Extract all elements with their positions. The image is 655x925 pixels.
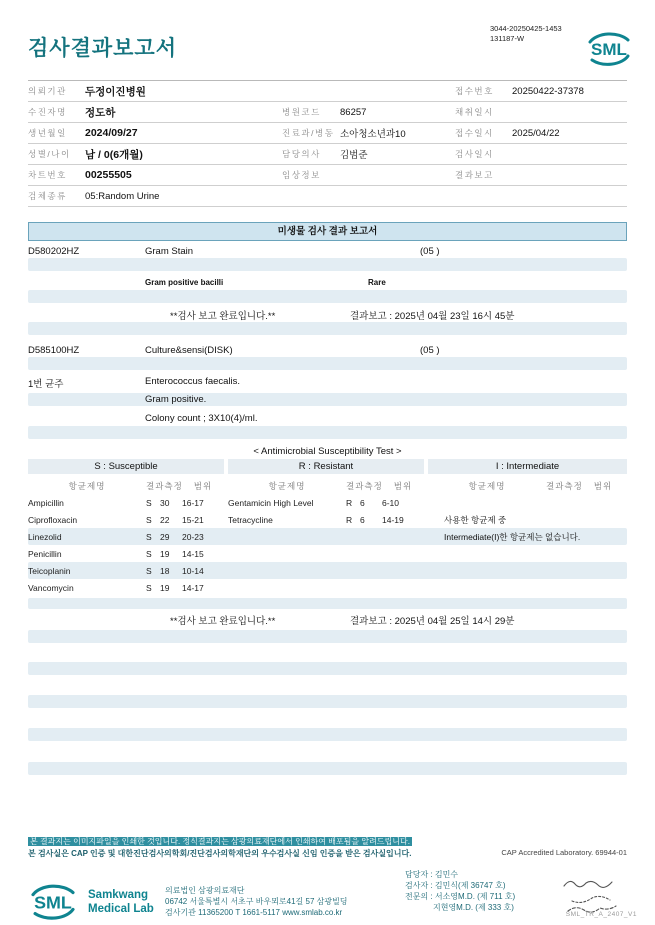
ast-row [28,562,627,579]
field-label: 수진자명 [28,107,67,117]
ast-cell-group [28,532,224,542]
field-label: 검사일시 [455,149,494,159]
stripe-row [28,630,627,643]
stripe-row [28,322,627,335]
patient-row-name [28,102,627,123]
result-flag: S [146,548,152,559]
gram-result: Gram positive. [145,394,207,405]
disclaimer-line1 [28,837,412,847]
ast-header-group [228,480,424,492]
result-name: Gram positive bacilli [145,278,224,287]
signature-examiner-icon [562,876,620,890]
stripe-row [28,290,627,303]
range-value: 14-15 [182,548,204,559]
report-datetime: 결과보고 : 2025년 04월 23일 16시 45분 [350,311,515,322]
drug-name: Ciprofloxacin [28,514,78,525]
brand-name [88,889,154,917]
staff-block [405,869,515,913]
result-flag: R [346,514,353,525]
micro-section-title: 미생물 검사 결과 보고서 [28,222,627,241]
test2-complete-row [28,613,627,626]
colony-count: Colony count ; 3X10(4)/ml. [145,413,258,424]
ast-legend [28,459,627,474]
patient-row-institution [28,81,627,102]
drug-name: Vancomycin [28,582,74,593]
ast-row [28,545,627,562]
col-header-result: 결과측정 [146,480,183,491]
test-name: Culture&sensi(DISK) [145,345,233,356]
field-label: 성별/나이 [28,149,71,159]
field-label: 결과보고 [455,170,494,180]
range-value: 6-10 [382,497,400,508]
stripe-row [28,728,627,741]
staff-manager: 담당자 : 김민수 [405,870,459,879]
field-value: 2024/09/27 [85,127,138,139]
disclaimer-line2: 본 검사실은 CAP 인증 및 대한진단검사의학회/진단검사의학재단의 우수검사실 신임 인증을 받은 검사실입니다. [28,849,412,858]
patient-row-birthdate [28,123,627,144]
field-label: 생년월일 [28,128,67,138]
result-flag: S [146,582,152,593]
field-label: 차트번호 [28,170,67,180]
stripe-row [28,258,627,271]
measured-value: 6 [360,514,365,525]
ast-note: Intermediate(I)한 항균제는 없습니다. [444,531,581,542]
sml-logo-footer-text: SML [34,892,72,913]
range-value: 20-23 [182,531,204,542]
legend-intermediate: I : Intermediate [428,459,627,474]
stripe-row [28,762,627,775]
field-label: 검체종류 [28,191,67,201]
field-value: 20250422-37378 [512,85,584,97]
brand-line2: Medical Lab [88,902,154,915]
specimen-code: (05 ) [420,345,440,356]
field-value: 86257 [340,106,367,118]
range-value: 14-19 [382,514,404,525]
staff-specialist2: 지현영M.D. (제 333 호) [433,903,514,912]
strain-label: 1번 균주 [28,379,64,390]
range-value: 10-14 [182,565,204,576]
field-value: 00255505 [85,169,132,181]
ast-cell-group [28,515,224,525]
ast-cell-group [28,566,224,576]
result-flag: R [346,497,353,508]
ast-header-group [428,480,627,492]
field-label: 접수번호 [455,86,494,96]
field-label: 채취일시 [455,107,494,117]
drug-name: Ampicillin [28,497,64,508]
test-code: D580202HZ [28,246,80,257]
legend-susceptible: S : Susceptible [28,459,224,474]
patient-row-chart-no [28,165,627,186]
result-flag: S [146,514,152,525]
col-header-range: 범위 [193,480,213,491]
field-label: 임상정보 [282,170,321,180]
strain-row [28,376,627,389]
ast-row [28,511,627,528]
field-value: 정도하 [85,106,116,119]
test-name: Gram Stain [145,246,194,257]
field-value: 남 / 0(6개월) [85,148,143,161]
stripe-row [28,426,627,439]
ast-cell-group [228,498,424,508]
drug-name: Teicoplanin [28,565,71,576]
stripe-row [28,695,627,708]
complete-message: **검사 보고 완료입니다.** [170,311,276,322]
field-label: 진료과/병동 [282,128,335,138]
stripe-row [28,662,627,675]
staff-specialist1: 전문의 : 서소영M.D. (제 711 호) [405,892,516,901]
lab-contact: 검사기관 11365200 T 1661-5117 www.smlab.co.kr [165,908,343,917]
ast-row [28,494,627,511]
document-number-line1: 3044-20250425-1453 [490,24,562,33]
drug-name: Tetracycline [228,514,273,525]
patient-row-sex-age [28,144,627,165]
disclaimer-highlight: 본 결과지는 이미지파일을 인쇄한 것입니다. 정식결과지는 삼광의료재단에서 인쇄하여 배포됨을 알려드립니다. [30,837,410,846]
sml-logo-text: SML [591,40,627,59]
sml-logo-icon [584,30,634,68]
drug-name: Gentamicin High Level [228,497,314,508]
drug-name: Linezolid [28,531,62,542]
field-value: 두정이진병원 [85,85,146,98]
ast-note: 사용한 항균제 중 [444,514,507,525]
result-flag: S [146,565,152,576]
ast-cell-group [28,583,224,593]
measured-value: 30 [160,497,170,508]
ast-column-headers [28,477,627,494]
organism-name: Enterococcus faecalis. [145,376,241,387]
form-code: SML_TR_A_2407_V1 [565,911,637,918]
gram-result-row [28,394,627,407]
specimen-code: (05 ) [420,246,440,257]
lab-org-name: 의료법인 삼광의료재단 [165,886,245,895]
field-label: 담당의사 [282,149,321,159]
range-value: 14-17 [182,582,204,593]
col-header-drug: 항균제명 [268,480,306,491]
col-header-drug: 항균제명 [68,480,106,491]
lab-address: 06742 서울특별시 서초구 바우뫼로41길 57 삼광빌딩 [165,897,348,906]
ast-header-group [28,480,224,492]
colony-count-row [28,413,627,426]
ast-cell-group [28,498,224,508]
col-header-result: 결과측정 [346,480,383,491]
field-value: 05:Random Urine [85,190,160,202]
test1-complete-row [28,308,627,321]
measured-value: 18 [160,565,170,576]
staff-examiner: 검사자 : 김민식(제 36747 호) [405,881,506,890]
ast-cell-group [228,515,424,525]
complete-message: **검사 보고 완료입니다.** [170,616,276,627]
page-title: 검사결과보고서 [28,37,178,60]
lab-address-block [165,885,348,918]
range-value: 15-21 [182,514,204,525]
field-value: 김범준 [340,150,368,161]
result-value: Rare [368,278,386,287]
drug-name: Penicillin [28,548,62,559]
ast-title: < Antimicrobial Susceptibility Test > [253,446,402,457]
report-datetime: 결과보고 : 2025년 04월 25일 14시 29분 [350,616,515,627]
document-number [490,24,562,44]
brand-line1: Samkwang [88,889,149,901]
stripe-row [28,598,627,609]
patient-row-specimen [28,186,627,207]
measured-value: 22 [160,514,170,525]
measured-value: 19 [160,582,170,593]
col-header-range: 범위 [393,480,413,491]
col-header-drug: 항균제명 [468,480,506,491]
result-flag: S [146,497,152,508]
measured-value: 6 [360,497,365,508]
result-flag: S [146,531,152,542]
test-code: D585100HZ [28,345,80,356]
field-label: 병원코드 [282,107,321,117]
range-value: 16-17 [182,497,204,508]
document-number-line2: 131187-W [490,33,525,43]
ast-row [28,579,627,596]
field-label: 접수일시 [455,128,494,138]
legend-resistant: R : Resistant [228,459,424,474]
cap-accreditation: CAP Accredited Laboratory. 69944-01 [501,848,627,857]
field-value: 소아청소년과10 [340,129,406,140]
ast-cell-group [28,549,224,559]
col-header-range: 범위 [593,480,613,491]
ast-row [28,528,627,545]
measured-value: 29 [160,531,170,542]
field-label: 의뢰기관 [28,86,67,96]
measured-value: 19 [160,548,170,559]
col-header-result: 결과측정 [546,480,583,491]
patient-info-table [28,80,627,207]
field-value: 2025/04/22 [512,127,560,139]
stripe-row [28,357,627,370]
sml-logo-footer-icon [24,882,82,922]
